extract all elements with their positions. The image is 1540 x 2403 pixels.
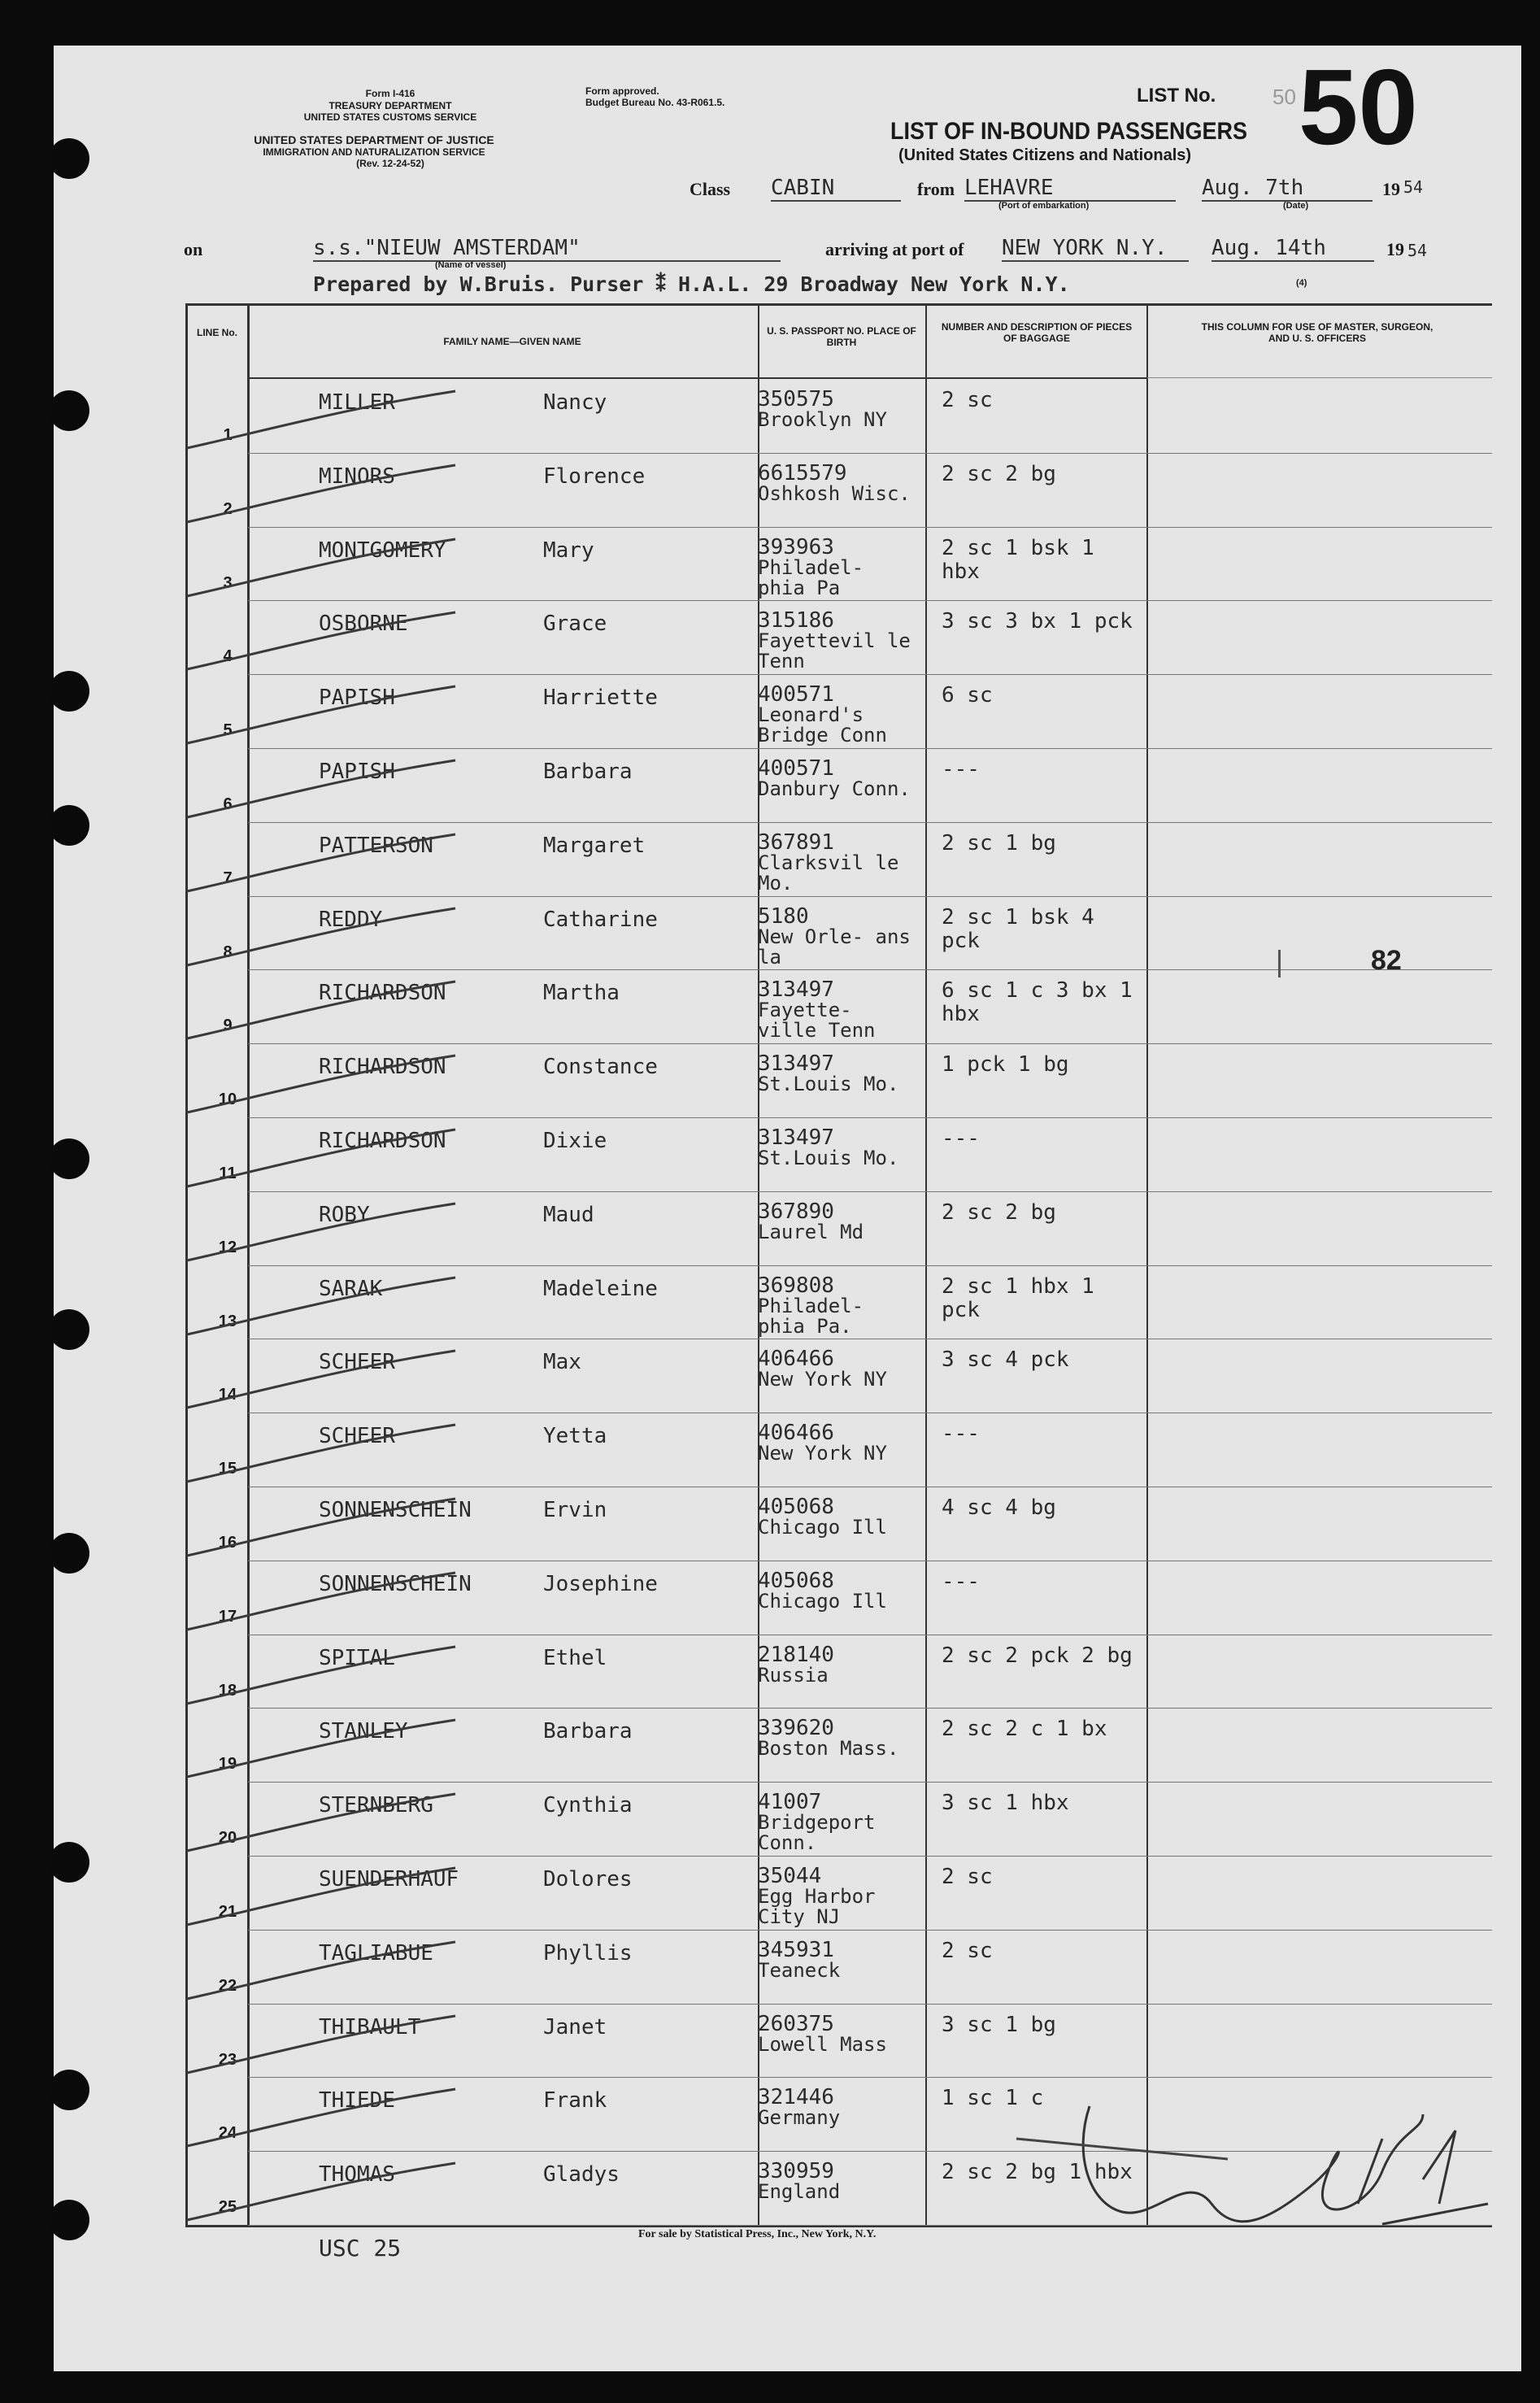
place-of-birth: New Orle- ans la bbox=[758, 926, 911, 969]
usc-stamp: USC 25 bbox=[319, 2235, 402, 2262]
passport-number: 400571 bbox=[758, 682, 834, 707]
given-name: Mary bbox=[543, 538, 594, 563]
given-name: Martha bbox=[543, 981, 620, 1006]
class-value: CABIN bbox=[771, 176, 901, 202]
line-number: 2 bbox=[223, 499, 233, 518]
list-number: 50 bbox=[1299, 47, 1418, 167]
line-number: 11 bbox=[219, 1164, 237, 1182]
baggage: 6 sc 1 c 3 bx 1 hbx bbox=[942, 978, 1133, 1027]
passport-number: 218140 bbox=[758, 1642, 834, 1667]
check-mark bbox=[163, 1938, 472, 2011]
arriving-label: arriving at port of bbox=[825, 239, 964, 259]
line-number: 17 bbox=[218, 1607, 237, 1626]
place-of-birth: Fayettevil le Tenn bbox=[758, 631, 911, 673]
revision: (Rev. 12-24-52) bbox=[356, 158, 424, 169]
baggage: --- bbox=[942, 1569, 980, 1594]
year-prefix: 19 bbox=[1382, 179, 1400, 199]
place-of-birth: England bbox=[758, 2182, 841, 2204]
place-of-birth: Bridgeport Conn. bbox=[758, 1813, 876, 1855]
line-number: 15 bbox=[218, 1460, 237, 1478]
check-mark bbox=[163, 1051, 472, 1125]
prepared-by: Prepared by W.Bruis. Purser ⁑ H.A.L. 29 Broadway New York N.Y. bbox=[313, 272, 1070, 296]
baggage: 3 sc 3 bx 1 pck bbox=[942, 609, 1133, 634]
baggage: 2 sc 1 bsk 4 pck bbox=[942, 904, 1094, 953]
col-header-baggage: NUMBER AND DESCRIPTION OF PIECES OF BAGGAGE bbox=[941, 321, 1133, 344]
passport-number: 339620 bbox=[758, 1716, 834, 1741]
baggage: 6 sc bbox=[942, 683, 993, 708]
from-value: LEHAVRE bbox=[964, 176, 1176, 202]
given-name: Florence bbox=[543, 464, 646, 489]
treasury-dept: TREASURY DEPARTMENT bbox=[328, 100, 452, 111]
family-name: OSBORNE bbox=[319, 612, 408, 637]
place-of-birth: Danbury Conn. bbox=[758, 779, 911, 800]
signature-date-text bbox=[1138, 2147, 1146, 2155]
passport-number: 41007 bbox=[758, 1790, 822, 1815]
passport-number: 400571 bbox=[758, 756, 834, 781]
col-header-name: FAMILY NAME—GIVEN NAME bbox=[443, 336, 581, 347]
given-name: Harriette bbox=[543, 686, 658, 711]
baggage: 2 sc bbox=[942, 1938, 993, 1963]
check-mark bbox=[163, 535, 472, 608]
list-subtitle: (United States Citizens and Nationals) bbox=[898, 146, 1192, 164]
year-prefix-2: 19 bbox=[1386, 239, 1404, 259]
family-name: REDDY bbox=[319, 907, 383, 932]
table-border-top bbox=[185, 303, 1492, 306]
line-number: 4 bbox=[223, 647, 233, 666]
check-mark bbox=[163, 1790, 472, 1863]
baggage: 3 sc 1 bg bbox=[942, 2012, 1056, 2037]
passport-number: 313497 bbox=[758, 1051, 834, 1077]
passport-number: 313497 bbox=[758, 1125, 834, 1150]
family-name: THIBAULT bbox=[319, 2014, 421, 2040]
check-mark bbox=[163, 2159, 472, 2232]
family-name: THIEDE bbox=[319, 2088, 395, 2114]
prepared-note: (4) bbox=[1296, 278, 1307, 288]
family-name: SUENDERHAUF bbox=[319, 1867, 459, 1891]
check-mark bbox=[163, 1643, 472, 1716]
given-name: Constance bbox=[543, 1055, 658, 1080]
baggage: 2 sc 2 bg 1 hbx bbox=[942, 2160, 1133, 2185]
arrival-date: Aug. 14th bbox=[1212, 236, 1374, 262]
list-no-label: LIST No. bbox=[1137, 85, 1216, 107]
family-name: ROBY bbox=[319, 1202, 370, 1227]
place-of-birth: Oshkosh Wisc. bbox=[758, 483, 911, 505]
col-header-line: LINE No. bbox=[197, 327, 237, 338]
passport-number: 321446 bbox=[758, 2085, 834, 2110]
place-of-birth: Philadel- phia Pa. bbox=[758, 1295, 864, 1338]
binder-hole bbox=[49, 2070, 89, 2110]
check-mark bbox=[163, 1495, 472, 1568]
family-name: PATTERSON bbox=[319, 833, 433, 858]
family-name: SARAK bbox=[319, 1276, 383, 1301]
vessel-caption: (Name of vessel) bbox=[435, 260, 507, 270]
given-name: Grace bbox=[543, 612, 607, 637]
officer-tick bbox=[1278, 950, 1281, 977]
col-header-passport: U. S. PASSPORT NO. PLACE OF BIRTH bbox=[767, 325, 916, 348]
line-number: 22 bbox=[218, 1976, 237, 1995]
family-name: RICHARDSON bbox=[319, 1129, 446, 1153]
baggage: 2 sc 2 pck 2 bg bbox=[942, 1643, 1133, 1668]
place-of-birth: New York NY bbox=[758, 1443, 887, 1465]
place-of-birth: Russia bbox=[758, 1665, 829, 1687]
passport-number: 406466 bbox=[758, 1347, 834, 1372]
line-number: 9 bbox=[223, 1016, 233, 1035]
line-number: 14 bbox=[218, 1386, 237, 1404]
printer-credit: For sale by Statistical Press, Inc., New York, N.Y. bbox=[638, 2228, 877, 2240]
family-name: RICHARDSON bbox=[319, 981, 446, 1006]
ins-service: IMMIGRATION AND NATURALIZATION SERVICE bbox=[263, 146, 485, 158]
line-number: 21 bbox=[218, 1903, 237, 1921]
check-mark bbox=[163, 387, 472, 460]
check-mark bbox=[163, 1125, 472, 1199]
line-number: 1 bbox=[223, 426, 233, 444]
baggage: --- bbox=[942, 1126, 980, 1151]
place-of-birth: Fayette- ville Tenn bbox=[758, 1000, 876, 1043]
list-no-pencil: 50 bbox=[1272, 85, 1296, 109]
place-of-birth: Teaneck bbox=[758, 1960, 841, 1982]
given-name: Barbara bbox=[543, 760, 633, 784]
baggage: --- bbox=[942, 757, 980, 781]
check-mark bbox=[163, 977, 472, 1051]
given-name: Nancy bbox=[543, 390, 607, 415]
line-number: 24 bbox=[218, 2124, 237, 2143]
baggage: 2 sc 1 bg bbox=[942, 830, 1056, 855]
officer-signature bbox=[1000, 2082, 1504, 2236]
baggage: 2 sc 1 bsk 1 hbx bbox=[942, 535, 1094, 584]
passport-number: 345931 bbox=[758, 1937, 834, 1962]
given-name: Phyllis bbox=[543, 1940, 633, 1965]
passport-number: 405068 bbox=[758, 1495, 834, 1519]
check-mark bbox=[163, 1421, 472, 1494]
family-name: PAPISH bbox=[319, 760, 395, 784]
line-number: 25 bbox=[218, 2198, 237, 2217]
line-number: 6 bbox=[223, 795, 233, 813]
customs-service: UNITED STATES CUSTOMS SERVICE bbox=[303, 111, 477, 123]
baggage: 2 sc 1 hbx 1 pck bbox=[942, 1273, 1094, 1322]
vessel-name: s.s."NIEUW AMSTERDAM" bbox=[313, 236, 781, 262]
given-name: Maud bbox=[543, 1202, 594, 1227]
check-mark bbox=[163, 1569, 472, 1642]
place-of-birth: Leonard's Bridge Conn bbox=[758, 705, 887, 747]
check-mark bbox=[163, 608, 472, 681]
year-suffix: 54 bbox=[1403, 177, 1424, 197]
place-of-birth: Lowell Mass bbox=[758, 2034, 887, 2056]
binder-hole bbox=[49, 390, 89, 431]
place-of-birth: Germany bbox=[758, 2108, 841, 2130]
baggage: 4 sc 4 bg bbox=[942, 1495, 1056, 1520]
place-of-birth: St.Louis Mo. bbox=[758, 1148, 899, 1169]
passport-number: 330959 bbox=[758, 2159, 834, 2184]
binder-hole bbox=[49, 1138, 89, 1179]
place-of-birth: Brooklyn NY bbox=[758, 410, 887, 431]
list-title: LIST OF IN-BOUND PASSENGERS bbox=[890, 118, 1248, 145]
baggage: 1 sc 1 c bbox=[942, 2086, 1044, 2111]
given-name: Madeleine bbox=[543, 1276, 658, 1301]
passport-number: 367891 bbox=[758, 829, 834, 855]
given-name: Cynthia bbox=[543, 1793, 633, 1818]
place-of-birth: Philadel- phia Pa bbox=[758, 557, 864, 599]
given-name: Frank bbox=[543, 2088, 607, 2114]
family-name: STERNBERG bbox=[319, 1793, 433, 1818]
check-mark bbox=[163, 830, 472, 903]
baggage: --- bbox=[942, 1421, 980, 1447]
line-number: 3 bbox=[223, 573, 233, 592]
family-name: STANLEY bbox=[319, 1719, 408, 1744]
from-label: from bbox=[917, 179, 955, 199]
check-mark bbox=[163, 1347, 472, 1420]
place-of-birth: Egg Harbor City NJ bbox=[758, 1887, 876, 1928]
passport-number: 260375 bbox=[758, 2011, 834, 2036]
binder-hole bbox=[49, 1309, 89, 1350]
check-mark bbox=[163, 1273, 472, 1347]
binder-hole bbox=[49, 671, 89, 712]
family-name: RICHARDSON bbox=[319, 1055, 446, 1080]
line-number: 13 bbox=[218, 1312, 237, 1330]
given-name: Janet bbox=[543, 2014, 607, 2040]
baggage: 2 sc bbox=[942, 388, 993, 412]
family-name: SCHEER bbox=[319, 1350, 395, 1375]
port-caption: (Port of embarkation) bbox=[998, 201, 1090, 211]
passport-number: 5180 bbox=[758, 903, 809, 929]
check-mark bbox=[163, 1199, 472, 1273]
baggage: 1 pck 1 bg bbox=[942, 1052, 1069, 1077]
line-number: 7 bbox=[223, 868, 233, 887]
header-divider bbox=[248, 377, 1146, 379]
passport-number: 367890 bbox=[758, 1199, 834, 1224]
given-name: Ethel bbox=[543, 1645, 607, 1670]
family-name: SONNENSCHEIN bbox=[319, 1498, 472, 1522]
baggage: 2 sc 2 bg bbox=[942, 461, 1056, 486]
binder-hole bbox=[49, 2200, 89, 2240]
line-number: 8 bbox=[223, 942, 233, 961]
baggage: 3 sc 4 pck bbox=[942, 1347, 1069, 1373]
on-label: on bbox=[184, 239, 203, 259]
family-name: SPITAL bbox=[319, 1645, 395, 1670]
binder-hole bbox=[49, 1533, 89, 1574]
place-of-birth: Clarksvil le Mo. bbox=[758, 852, 899, 895]
given-name: Dixie bbox=[543, 1129, 607, 1153]
line-number: 16 bbox=[218, 1534, 237, 1552]
line-number: 10 bbox=[218, 1090, 237, 1109]
passport-number: 406466 bbox=[758, 1421, 834, 1446]
given-name: Ervin bbox=[543, 1498, 607, 1522]
given-name: Max bbox=[543, 1350, 581, 1375]
arrival-port: NEW YORK N.Y. bbox=[1002, 236, 1189, 262]
check-mark bbox=[163, 904, 472, 977]
passport-number: 313497 bbox=[758, 977, 834, 1003]
passport-number: 369808 bbox=[758, 1273, 834, 1298]
binder-hole bbox=[49, 1842, 89, 1883]
check-mark bbox=[163, 2085, 472, 2158]
family-name: SONNENSCHEIN bbox=[319, 1571, 472, 1596]
family-name: SCHEER bbox=[319, 1424, 395, 1449]
given-name: Dolores bbox=[543, 1867, 633, 1891]
binder-hole bbox=[49, 138, 89, 179]
given-name: Yetta bbox=[543, 1424, 607, 1449]
line-number: 19 bbox=[218, 1755, 237, 1774]
family-name: TAGLIABUE bbox=[319, 1940, 433, 1965]
given-name: Margaret bbox=[543, 833, 646, 858]
passport-number: 315186 bbox=[758, 608, 834, 633]
given-name: Barbara bbox=[543, 1719, 633, 1744]
given-name: Catharine bbox=[543, 907, 658, 932]
family-name: THOMAS bbox=[319, 2162, 395, 2188]
baggage: 2 sc 2 bg bbox=[942, 1199, 1056, 1225]
baggage: 2 sc 2 c 1 bx bbox=[942, 1717, 1107, 1742]
check-mark bbox=[163, 682, 472, 755]
line-number: 5 bbox=[223, 721, 233, 740]
form-number: Form I-416 bbox=[365, 88, 415, 99]
passport-number: 393963 bbox=[758, 534, 834, 559]
check-mark bbox=[163, 2012, 472, 2085]
baggage: 2 sc bbox=[942, 1865, 993, 1889]
given-name: Gladys bbox=[543, 2162, 620, 2188]
family-name: MINORS bbox=[319, 464, 395, 489]
place-of-birth: Chicago Ill bbox=[758, 1517, 887, 1539]
family-name: MONTGOMERY bbox=[319, 538, 446, 563]
check-mark bbox=[163, 461, 472, 534]
departure-date: Aug. 7th bbox=[1202, 176, 1373, 202]
check-mark bbox=[163, 1864, 472, 1937]
line-number: 20 bbox=[218, 1829, 237, 1848]
family-name: PAPISH bbox=[319, 686, 395, 711]
class-label: Class bbox=[690, 179, 731, 199]
form-approved: Form approved. bbox=[585, 85, 659, 97]
place-of-birth: Laurel Md bbox=[758, 1221, 864, 1243]
place-of-birth: Boston Mass. bbox=[758, 1739, 899, 1761]
budget-bureau: Budget Bureau No. 43-R061.5. bbox=[585, 97, 725, 108]
justice-dept: UNITED STATES DEPARTMENT OF JUSTICE bbox=[254, 133, 494, 146]
passport-number: 6615579 bbox=[758, 460, 847, 485]
officer-note: 82 bbox=[1371, 945, 1402, 976]
place-of-birth: Chicago Ill bbox=[758, 1591, 887, 1613]
date-caption: (Date) bbox=[1283, 201, 1309, 211]
passport-number: 405068 bbox=[758, 1568, 834, 1593]
year-suffix-2: 54 bbox=[1407, 241, 1428, 260]
given-name: Josephine bbox=[543, 1571, 658, 1596]
passport-number: 350575 bbox=[758, 387, 834, 411]
header-divider-officers bbox=[1147, 377, 1492, 378]
line-number: 12 bbox=[218, 1238, 237, 1256]
check-mark bbox=[163, 1716, 472, 1789]
binder-hole bbox=[49, 805, 89, 846]
col-header-officers: THIS COLUMN FOR USE OF MASTER, SURGEON, AND U. S. OFFICERS bbox=[1201, 321, 1433, 344]
place-of-birth: St.Louis Mo. bbox=[758, 1074, 899, 1096]
place-of-birth: New York NY bbox=[758, 1369, 887, 1391]
line-number: 23 bbox=[218, 2050, 237, 2069]
family-name: MILLER bbox=[319, 390, 395, 415]
line-number: 18 bbox=[218, 1681, 237, 1700]
check-mark bbox=[163, 756, 472, 829]
passport-number: 35044 bbox=[758, 1864, 822, 1888]
baggage: 3 sc 1 hbx bbox=[942, 1791, 1069, 1816]
